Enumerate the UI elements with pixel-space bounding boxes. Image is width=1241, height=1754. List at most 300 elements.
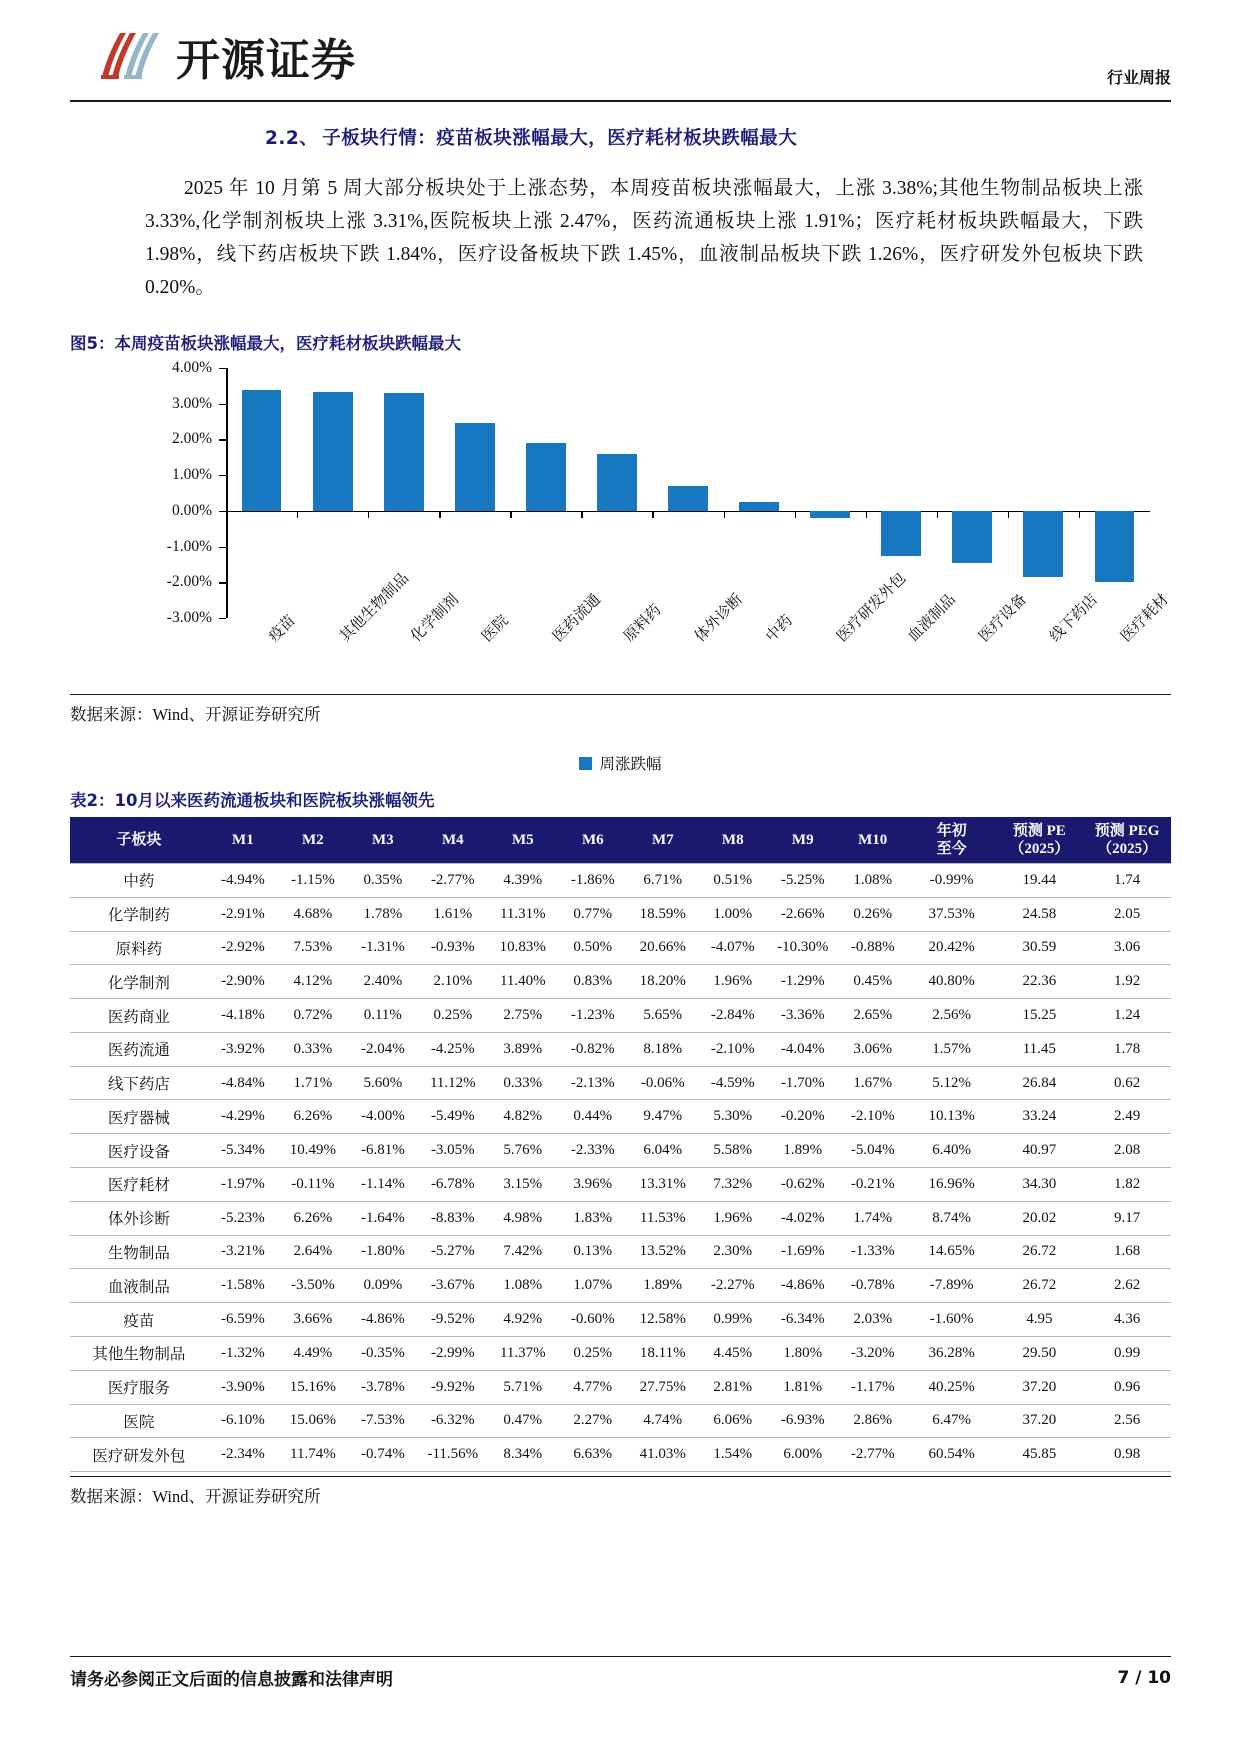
table-cell-value: 1.08%	[838, 864, 908, 898]
table-cell-value: 2.65%	[838, 999, 908, 1033]
chart-bar	[242, 390, 282, 511]
table-cell-value: -11.56%	[418, 1438, 488, 1472]
table-cell-value: 6.63%	[558, 1438, 628, 1472]
bar-slot	[510, 368, 581, 618]
bar-slot	[226, 368, 297, 618]
table-cell-value: 11.74%	[278, 1438, 348, 1472]
x-tick-label: 体外诊断	[692, 591, 746, 646]
table-column-header: M9	[768, 817, 838, 864]
table-cell-value: 15.06%	[278, 1404, 348, 1438]
table-cell-value: 4.92%	[488, 1303, 558, 1337]
table-cell-value: -2.27%	[698, 1269, 768, 1303]
chart-bar	[881, 511, 921, 556]
table-cell-value: 2.30%	[698, 1235, 768, 1269]
table-column-header: M8	[698, 817, 768, 864]
table-cell-value: 6.06%	[698, 1404, 768, 1438]
table-cell-value: 3.15%	[488, 1168, 558, 1202]
x-label-slot	[510, 591, 604, 730]
table-cell-value: -2.10%	[698, 1032, 768, 1066]
table-column-header: M6	[558, 817, 628, 864]
table-cell-subsector: 疫苗	[70, 1303, 208, 1337]
table-source: 数据来源：Wind、开源证券研究所	[70, 1487, 321, 1507]
table-cell-value: 2.10%	[418, 965, 488, 999]
table-column-header: M7	[628, 817, 698, 864]
x-label-slot	[937, 591, 1031, 730]
table-cell-value: -4.07%	[698, 931, 768, 965]
table-cell-value: -2.90%	[208, 965, 278, 999]
table-cell-value: 34.30	[995, 1168, 1083, 1202]
table-cell-value: 15.25	[995, 999, 1083, 1033]
x-tick-label: 疫苗	[265, 612, 299, 646]
table-column-header: M1	[208, 817, 278, 864]
table-cell-value: 0.11%	[348, 999, 418, 1033]
table-cell-value: 15.16%	[278, 1370, 348, 1404]
table-cell-value: 0.09%	[348, 1269, 418, 1303]
table-cell-value: 22.36	[995, 965, 1083, 999]
table-column-header: 预测 PE （2025）	[995, 817, 1083, 864]
table-cell-value: -0.88%	[838, 931, 908, 965]
table-cell-value: 2.08	[1083, 1134, 1171, 1168]
y-axis-tick	[219, 618, 226, 619]
table-cell-value: 1.89%	[628, 1269, 698, 1303]
table-cell-value: 4.12%	[278, 965, 348, 999]
table-cell-value: -2.13%	[558, 1066, 628, 1100]
table-cell-value: 1.68	[1083, 1235, 1171, 1269]
table-column-header: 子板块	[70, 817, 208, 864]
bar-slot	[1079, 368, 1150, 618]
table-cell-value: -2.66%	[768, 897, 838, 931]
table-cell-value: 37.20	[995, 1404, 1083, 1438]
table-cell-value: -3.78%	[348, 1370, 418, 1404]
figure-source: 数据来源：Wind、开源证券研究所	[70, 705, 321, 724]
table-cell-value: -8.83%	[418, 1201, 488, 1235]
table-cell-value: 0.35%	[348, 864, 418, 898]
table-cell-value: -2.10%	[838, 1100, 908, 1134]
chart-plot-area	[130, 359, 1173, 646]
table-cell-value: 0.99%	[698, 1303, 768, 1337]
table-cell-value: 7.42%	[488, 1235, 558, 1269]
table-cell-value: -0.78%	[838, 1269, 908, 1303]
table-cell-value: -1.80%	[348, 1235, 418, 1269]
y-tick-label: 4.00%	[171, 359, 212, 376]
table-cell-value: 2.05	[1083, 897, 1171, 931]
x-tick-label: 其他生物制品	[336, 570, 412, 646]
table-cell-value: -1.15%	[278, 864, 348, 898]
table-cell-value: -3.05%	[418, 1134, 488, 1168]
table-cell-subsector: 医院	[70, 1404, 208, 1438]
table-cell-value: 1.96%	[698, 965, 768, 999]
table-cell-value: 2.64%	[278, 1235, 348, 1269]
table-cell-value: 6.40%	[908, 1134, 996, 1168]
table-cell-value: 1.74	[1083, 864, 1171, 898]
table-row	[70, 1168, 1171, 1202]
table-cell-value: 1.07%	[558, 1269, 628, 1303]
table-column-header: M2	[278, 817, 348, 864]
table-cell-value: 1.78	[1083, 1032, 1171, 1066]
table-cell-value: 4.45%	[698, 1336, 768, 1370]
table-cell-value: 5.12%	[908, 1066, 996, 1100]
page-footer	[70, 1656, 1171, 1690]
table-cell-value: 0.33%	[488, 1066, 558, 1100]
table-cell-value: 2.86%	[838, 1404, 908, 1438]
table-cell-value: 26.72	[995, 1269, 1083, 1303]
table-column-header: M10	[838, 817, 908, 864]
table-cell-value: 5.76%	[488, 1134, 558, 1168]
table-cell-value: 2.62	[1083, 1269, 1171, 1303]
table-cell-value: 0.98	[1083, 1438, 1171, 1472]
table-cell-value: 11.31%	[488, 897, 558, 931]
table-cell-value: -5.23%	[208, 1201, 278, 1235]
table-cell-value: 7.32%	[698, 1168, 768, 1202]
table-cell-value: 5.58%	[698, 1134, 768, 1168]
table-cell-value: -0.06%	[628, 1066, 698, 1100]
table-cell-value: 0.62	[1083, 1066, 1171, 1100]
table-row	[70, 1032, 1171, 1066]
figure-caption: 图5：本周疫苗板块涨幅最大，医疗耗材板块跌幅最大	[70, 334, 461, 353]
table-cell-subsector: 医疗设备	[70, 1134, 208, 1168]
table-cell-value: -1.17%	[838, 1370, 908, 1404]
table-cell-value: 14.65%	[908, 1235, 996, 1269]
table-cell-value: 1.81%	[768, 1370, 838, 1404]
table-cell-value: -4.18%	[208, 999, 278, 1033]
table-cell-value: -0.60%	[558, 1303, 628, 1337]
table-cell-subsector: 医疗耗材	[70, 1168, 208, 1202]
table-cell-value: 6.00%	[768, 1438, 838, 1472]
table-head	[70, 817, 1171, 864]
y-axis-tick	[219, 582, 226, 583]
table-column-header: 预测 PEG （2025）	[1083, 817, 1171, 864]
table-cell-value: 3.89%	[488, 1032, 558, 1066]
table-cell-value: -0.74%	[348, 1438, 418, 1472]
table-cell-value: -4.04%	[768, 1032, 838, 1066]
x-tick-label: 医院	[479, 612, 512, 646]
x-label-slot	[439, 612, 512, 730]
table-cell-value: 19.44	[995, 864, 1083, 898]
table-cell-value: 45.85	[995, 1438, 1083, 1472]
table-cell-value: -2.99%	[418, 1336, 488, 1370]
table-cell-value: 0.47%	[488, 1404, 558, 1438]
table-cell-value: -6.32%	[418, 1404, 488, 1438]
chart-bars-region	[226, 368, 1150, 618]
x-tick-label: 医疗设备	[976, 591, 1031, 646]
x-label-slot	[1079, 591, 1173, 730]
table-cell-subsector: 医疗器械	[70, 1100, 208, 1134]
chart-bar	[1095, 511, 1135, 582]
table-cell-value: -4.84%	[208, 1066, 278, 1100]
x-axis-tick	[724, 511, 725, 518]
table-cell-value: -9.52%	[418, 1303, 488, 1337]
table-cell-value: -5.34%	[208, 1134, 278, 1168]
section-paragraph: 2025 年 10 月第 5 周大部分板块处于上涨态势，本周疫苗板块涨幅最大，上涨 3.38%;其他生物制品板块上涨 3.33%,化学制剂板块上涨 3.31%,医院板块上涨 2.47%，医药流通板块上涨 1.91%；医疗耗材板块跌幅最大，下跌 1.98%，线下药店板块下跌 1.84%，医疗设备板块下跌 1.45%，血液制品板块下跌 1.26%，医疗研发外包板块下跌 0.20%。	[145, 178, 1143, 298]
table-cell-value: 20.02	[995, 1201, 1083, 1235]
table-cell-value: -6.34%	[768, 1303, 838, 1337]
table-cell-value: 12.58%	[628, 1303, 698, 1337]
table-cell-value: 18.59%	[628, 897, 698, 931]
table-cell-subsector: 中药	[70, 864, 208, 898]
table-cell-value: -2.04%	[348, 1032, 418, 1066]
x-tick-label: 医疗研发外包	[834, 570, 910, 646]
table-cell-subsector: 线下药店	[70, 1066, 208, 1100]
table-cell-value: -6.93%	[768, 1404, 838, 1438]
table-cell-value: -1.70%	[768, 1066, 838, 1100]
table-cell-value: 0.25%	[418, 999, 488, 1033]
y-tick-label: 2.00%	[171, 430, 212, 448]
y-tick-label: -1.00%	[166, 537, 212, 555]
table-cell-value: 0.50%	[558, 931, 628, 965]
section-number: 2.2、	[265, 128, 319, 149]
table-cell-value: -7.89%	[908, 1269, 996, 1303]
table-cell-value: -3.36%	[768, 999, 838, 1033]
table-cell-value: -1.64%	[348, 1201, 418, 1235]
table-cell-value: 1.24	[1083, 999, 1171, 1033]
table-column-header: M5	[488, 817, 558, 864]
y-tick-label: 0.00%	[171, 501, 212, 519]
table-cell-value: 6.26%	[278, 1100, 348, 1134]
table-cell-value: -4.86%	[768, 1269, 838, 1303]
table-cell-value: 5.30%	[698, 1100, 768, 1134]
x-label-slot	[297, 570, 412, 730]
table-cell-value: -3.67%	[418, 1269, 488, 1303]
table-cell-value: 1.80%	[768, 1336, 838, 1370]
table-cell-value: -0.35%	[348, 1336, 418, 1370]
table-cell-subsector: 化学制药	[70, 897, 208, 931]
table-column-header: M4	[418, 817, 488, 864]
table-cell-value: 6.47%	[908, 1404, 996, 1438]
table-cell-value: -4.86%	[348, 1303, 418, 1337]
table-cell-value: 37.20	[995, 1370, 1083, 1404]
x-axis-tick	[1008, 511, 1009, 518]
table-cell-value: 0.26%	[838, 897, 908, 931]
table-cell-value: 0.77%	[558, 897, 628, 931]
y-tick-label: -3.00%	[166, 609, 212, 626]
table-cell-value: 9.17	[1083, 1201, 1171, 1235]
table-cell-value: -1.69%	[768, 1235, 838, 1269]
table-row	[70, 1201, 1171, 1235]
table-cell-value: -1.14%	[348, 1168, 418, 1202]
table-cell-value: 20.66%	[628, 931, 698, 965]
x-tick-label: 医疗耗材	[1118, 591, 1173, 646]
table-cell-value: -4.00%	[348, 1100, 418, 1134]
table-cell-value: -4.29%	[208, 1100, 278, 1134]
table-cell-value: -5.49%	[418, 1100, 488, 1134]
table-cell-value: -9.92%	[418, 1370, 488, 1404]
brand-logo	[92, 24, 356, 88]
table-cell-value: 11.12%	[418, 1066, 488, 1100]
y-axis-tick	[219, 404, 226, 405]
x-axis-tick	[510, 511, 511, 518]
table-cell-value: -1.31%	[348, 931, 418, 965]
table-cell-value: 29.50	[995, 1336, 1083, 1370]
table-cell-subsector: 其他生物制品	[70, 1336, 208, 1370]
table-cell-value: -3.50%	[278, 1269, 348, 1303]
table-cell-value: 7.53%	[278, 931, 348, 965]
table-cell-value: 1.71%	[278, 1066, 348, 1100]
bar-slot	[581, 368, 652, 618]
table-cell-value: 18.11%	[628, 1336, 698, 1370]
x-axis-tick	[226, 511, 227, 518]
table-cell-value: 9.47%	[628, 1100, 698, 1134]
y-axis-tick	[219, 368, 226, 369]
table-cell-value: 1.08%	[488, 1269, 558, 1303]
table-cell-value: -6.10%	[208, 1404, 278, 1438]
table-cell-value: 8.74%	[908, 1201, 996, 1235]
chart-bar	[810, 511, 850, 518]
table-column-header: 年初 至今	[908, 817, 996, 864]
section-heading	[265, 124, 1171, 150]
table-cell-value: 0.45%	[838, 965, 908, 999]
table-cell-value: 0.72%	[278, 999, 348, 1033]
table-row	[70, 1235, 1171, 1269]
y-tick-label: 3.00%	[171, 394, 212, 412]
table-cell-value: 2.40%	[348, 965, 418, 999]
chart-bar	[668, 486, 708, 511]
table-row	[70, 1404, 1171, 1438]
x-tick-label: 线下药店	[1047, 591, 1102, 646]
table-cell-subsector: 医药商业	[70, 999, 208, 1033]
table-cell-value: 4.39%	[488, 864, 558, 898]
table-cell-value: 2.81%	[698, 1370, 768, 1404]
bar-slot	[652, 368, 723, 618]
chart-legend	[70, 752, 1171, 774]
table-cell-value: 3.06%	[838, 1032, 908, 1066]
x-axis-tick	[795, 511, 796, 518]
table-cell-value: 27.75%	[628, 1370, 698, 1404]
table-cell-value: 30.59	[995, 931, 1083, 965]
table-cell-value: 37.53%	[908, 897, 996, 931]
table-cell-value: 1.83%	[558, 1201, 628, 1235]
chart-bar	[526, 443, 566, 511]
chart-bar	[455, 423, 495, 511]
table-row	[70, 1438, 1171, 1472]
table-row	[70, 1303, 1171, 1337]
x-label-slot	[1008, 591, 1102, 730]
table-cell-value: 0.96	[1083, 1370, 1171, 1404]
table-cell-value: 3.06	[1083, 931, 1171, 965]
table-cell-value: -1.33%	[838, 1235, 908, 1269]
table-cell-value: 4.82%	[488, 1100, 558, 1134]
table-cell-value: -5.27%	[418, 1235, 488, 1269]
table-cell-value: -6.78%	[418, 1168, 488, 1202]
table-cell-value: -5.25%	[768, 864, 838, 898]
table-cell-value: 5.65%	[628, 999, 698, 1033]
table-cell-value: 11.45	[995, 1032, 1083, 1066]
table-row	[70, 1269, 1171, 1303]
table-cell-value: 0.33%	[278, 1032, 348, 1066]
footer-page-number: 7 / 10	[1117, 1667, 1171, 1688]
table-cell-value: 1.67%	[838, 1066, 908, 1100]
bar-slot	[297, 368, 368, 618]
table-cell-value: 4.49%	[278, 1336, 348, 1370]
table-cell-value: -2.92%	[208, 931, 278, 965]
table-cell-value: 36.28%	[908, 1336, 996, 1370]
table-cell-value: 41.03%	[628, 1438, 698, 1472]
table-cell-value: 10.13%	[908, 1100, 996, 1134]
table-cell-value: 1.89%	[768, 1134, 838, 1168]
table-section	[70, 787, 1171, 1507]
legend-swatch-icon	[579, 757, 592, 770]
table-cell-value: -2.77%	[838, 1438, 908, 1472]
x-label-slot	[866, 591, 960, 730]
chart-bar	[384, 393, 424, 511]
table-cell-value: 6.04%	[628, 1134, 698, 1168]
table-cell-value: -3.21%	[208, 1235, 278, 1269]
table-cell-subsector: 生物制品	[70, 1235, 208, 1269]
table-cell-value: 0.13%	[558, 1235, 628, 1269]
table-cell-value: -1.60%	[908, 1303, 996, 1337]
table-cell-subsector: 血液制品	[70, 1269, 208, 1303]
table-cell-value: 1.57%	[908, 1032, 996, 1066]
table-row	[70, 1370, 1171, 1404]
table-cell-value: 1.61%	[418, 897, 488, 931]
table-cell-value: 1.92	[1083, 965, 1171, 999]
table-cell-value: -0.11%	[278, 1168, 348, 1202]
table-cell-value: 6.26%	[278, 1201, 348, 1235]
table-cell-subsector: 化学制剂	[70, 965, 208, 999]
x-tick-label: 血液制品	[905, 591, 960, 646]
table-cell-value: 1.78%	[348, 897, 418, 931]
table-cell-value: 11.37%	[488, 1336, 558, 1370]
table-row	[70, 999, 1171, 1033]
table-cell-value: 11.40%	[488, 965, 558, 999]
table-cell-value: 20.42%	[908, 931, 996, 965]
x-tick-label: 化学制剂	[407, 591, 462, 646]
table-cell-value: -3.92%	[208, 1032, 278, 1066]
table-cell-value: 2.49	[1083, 1100, 1171, 1134]
table-body	[70, 864, 1171, 1472]
table-header-row	[70, 817, 1171, 864]
table-cell-value: -1.97%	[208, 1168, 278, 1202]
bar-slot	[1008, 368, 1079, 618]
table-row	[70, 931, 1171, 965]
table-cell-value: -0.82%	[558, 1032, 628, 1066]
table-row	[70, 965, 1171, 999]
table-row	[70, 1100, 1171, 1134]
x-axis-tick	[1079, 511, 1080, 518]
table-cell-value: -2.33%	[558, 1134, 628, 1168]
table-cell-value: -3.90%	[208, 1370, 278, 1404]
x-label-slot	[795, 570, 910, 730]
table-cell-value: -2.84%	[698, 999, 768, 1033]
chart-bar	[313, 392, 353, 511]
table-cell-value: 0.44%	[558, 1100, 628, 1134]
y-axis-tick	[219, 511, 226, 512]
table-cell-value: 1.96%	[698, 1201, 768, 1235]
table-cell-value: 2.56%	[908, 999, 996, 1033]
x-axis-labels	[226, 570, 1173, 730]
table-cell-value: 40.25%	[908, 1370, 996, 1404]
x-axis-tick	[368, 511, 369, 518]
table-caption: 表2：10月以来医药流通板块和医院板块涨幅领先	[70, 791, 435, 810]
table-cell-subsector: 医疗服务	[70, 1370, 208, 1404]
table-cell-value: -1.29%	[768, 965, 838, 999]
table-cell-value: -0.21%	[838, 1168, 908, 1202]
footer-disclaimer: 请务必参阅正文后面的信息披露和法律声明	[70, 1670, 393, 1690]
table-cell-value: 24.58	[995, 897, 1083, 931]
table-cell-subsector: 原料药	[70, 931, 208, 965]
table-cell-value: 1.54%	[698, 1438, 768, 1472]
table-cell-value: 4.95	[995, 1303, 1083, 1337]
table-row	[70, 1134, 1171, 1168]
table-cell-value: 0.99	[1083, 1336, 1171, 1370]
table-source-divider	[70, 1476, 1171, 1477]
table-cell-value: -0.93%	[418, 931, 488, 965]
table-cell-value: 4.36	[1083, 1303, 1171, 1337]
table-cell-value: -4.59%	[698, 1066, 768, 1100]
table-cell-value: 4.74%	[628, 1404, 698, 1438]
table-cell-value: -1.23%	[558, 999, 628, 1033]
bar-slot	[439, 368, 510, 618]
x-label-slot	[368, 591, 462, 730]
